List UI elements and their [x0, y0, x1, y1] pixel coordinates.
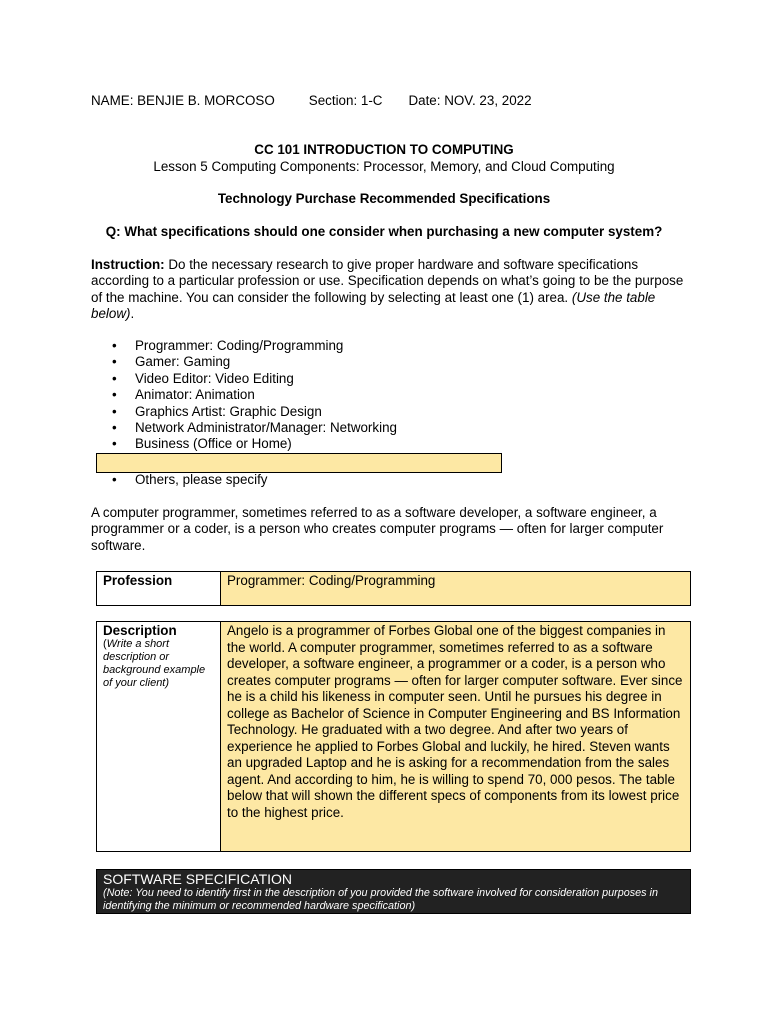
profession-table	[96, 571, 691, 606]
header-line	[91, 93, 532, 108]
instruction-label: Instruction:	[91, 257, 165, 272]
list-item: • Business (Office or Home)	[112, 436, 397, 452]
profession-value: Programmer: Coding/Programming	[221, 572, 691, 606]
software-spec-header	[96, 869, 691, 914]
description-value: Angelo is a programmer of Forbes Global one of the biggest companies in the world. A computer programmer, sometimes referred to as a software developer, a software engineer, a programmer or a coder, is a person who creates computer programs — often for larger computer software. Ever since he is a child his likeness in computer seen. Until he pursues his degree in college as Bachelor of Science in Computer Engineering and BS Information Technology. He graduated with a two degree. And after two years of experience he applied to Forbes Global and luckily, he hired. Steven wants an upgraded Laptop and he is asking for a recommendation from the sales agent. And according to him, he is willing to spend 70, 000 pesos. The table below that will shown the different specs of components from its lowest price to the highest price.	[221, 622, 691, 852]
course-title: CC 101 INTRODUCTION TO COMPUTING	[254, 142, 514, 157]
description-table	[96, 621, 691, 852]
instruction-italic: (Use the table below)	[91, 289, 656, 321]
others-list	[112, 472, 267, 487]
area-list	[112, 338, 397, 453]
list-item: • Gamer: Gaming	[112, 354, 397, 370]
description-note	[103, 638, 214, 690]
description-note-text: Write a short description or background example of your client)	[103, 638, 206, 689]
list-item: • Network Administrator/Manager: Networking	[112, 420, 397, 436]
instruction-end: .	[130, 305, 135, 321]
submission-date: Date: NOV. 23, 2022	[408, 93, 532, 108]
software-spec-title: SOFTWARE SPECIFICATION	[103, 871, 293, 887]
intro-paragraph: A computer programmer, sometimes referred to as a software developer, a software engineer, a programmer or a coder, is a person who creates computer programs — often for larger computer software.	[91, 505, 664, 553]
list-item: • Graphics Artist: Graphic Design	[112, 404, 397, 420]
list-item: • Programmer: Coding/Programming	[112, 338, 397, 354]
description-label: Description	[103, 623, 177, 638]
student-section: Section: 1-C	[308, 93, 383, 108]
description-note-paren: (	[103, 638, 107, 650]
software-spec-note: (Note: You need to identify first in the description of you provided the software involved for consideration purposes in identifying the minimum or recommended hardware specification)	[103, 887, 658, 912]
list-item: • Animator: Animation	[112, 387, 397, 403]
question: Q: What specifications should one consider when purchasing a new computer system?	[105, 224, 663, 239]
section-title: Technology Purchase Recommended Specifications	[217, 191, 551, 206]
instruction-paragraph	[91, 257, 691, 322]
instruction-text: Do the necessary research to give proper hardware and software specifications according to a particular profession or use. Specification depends on what’s going to be the purpose of the machine. You can consider the following by selecting at least one (1) area.	[91, 257, 684, 305]
list-item: • Video Editor: Video Editing	[112, 371, 397, 387]
lesson-title: Lesson 5 Computing Components: Processor, Memory, and Cloud Computing	[153, 159, 615, 174]
profession-label: Profession	[97, 572, 221, 606]
highlight-bar	[96, 453, 502, 473]
student-name: NAME: BENJIE B. MORCOSO	[91, 93, 275, 108]
description-label-cell	[97, 622, 221, 852]
list-item: • Others, please specify	[112, 472, 267, 487]
